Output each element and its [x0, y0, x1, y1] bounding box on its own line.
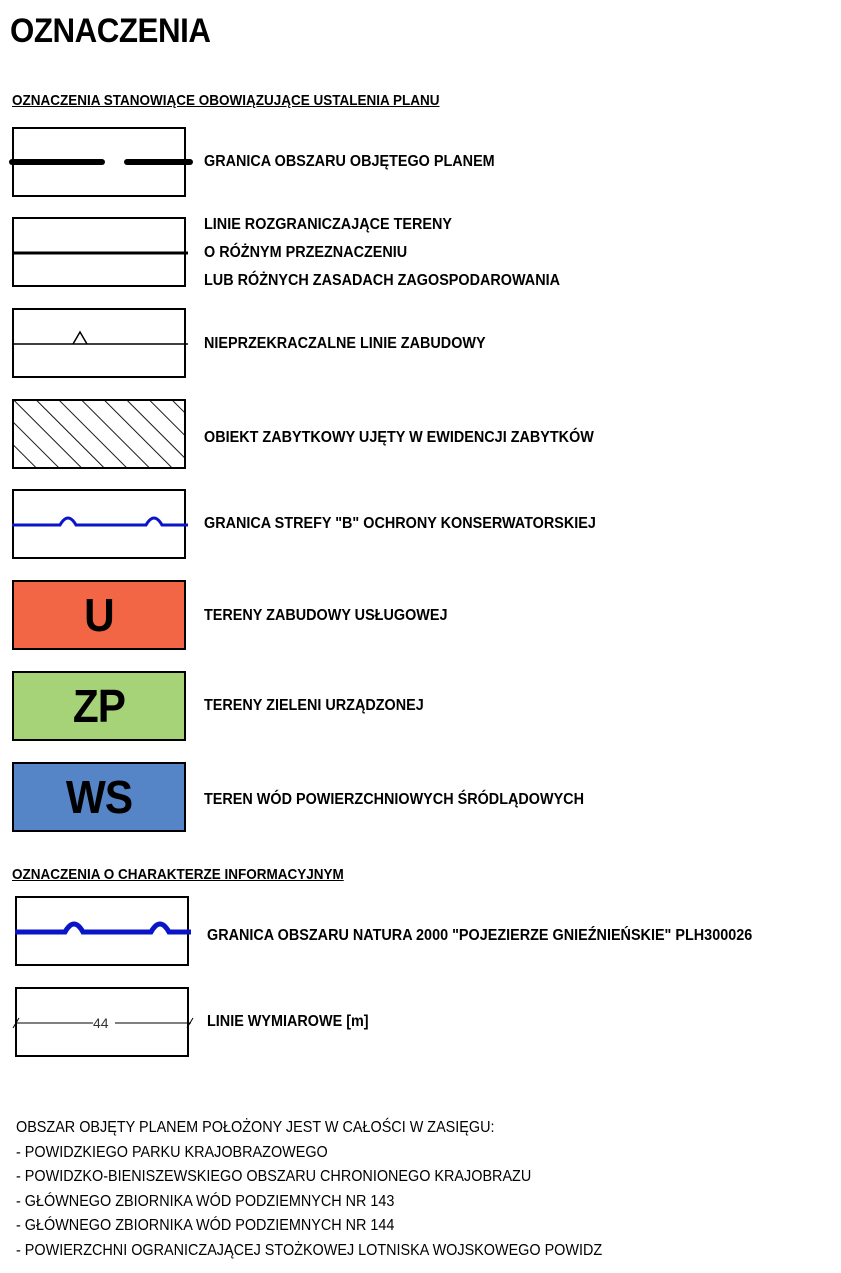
legend-label-heritage-object: OBIEKT ZABYTKOWY UJĘTY W EWIDENCJI ZABYTKÓW [204, 429, 594, 446]
building-line-triangle-icon [12, 308, 186, 378]
dimension-value: 44 [93, 1015, 109, 1031]
info-line: - GŁÓWNEGO ZBIORNIKA WÓD PODZIEMNYCH NR 143 [16, 1192, 395, 1210]
zone-code-zp: ZP [72, 680, 126, 732]
legend-symbol-natura-2000 [15, 896, 189, 966]
legend-symbol-green-areas [12, 671, 186, 741]
page-title: OZNACZENIA [10, 12, 211, 50]
legend-label-conservation-zone-b: GRANICA STREFY "B" OCHRONY KONSERWATORSKIEJ [204, 515, 596, 532]
legend-symbol-demarcation-lines [12, 217, 186, 287]
legend-label-dimension-lines: LINIE WYMIAROWE [m] [207, 1013, 369, 1030]
info-line: OBSZAR OBJĘTY PLANEM POŁOŻONY JEST W CAŁOŚCI W ZASIĘGU: [16, 1119, 495, 1136]
legend-label-building-lines: NIEPRZEKRACZALNE LINIE ZABUDOWY [204, 335, 486, 352]
solid-line-icon [12, 217, 186, 287]
legend-label-surface-waters: TEREN WÓD POWIERZCHNIOWYCH ŚRÓDLĄDOWYCH [204, 791, 584, 808]
conservation-boundary-line-icon [12, 489, 186, 559]
natura-boundary-line-icon [15, 896, 189, 966]
legend-label-demarcation-lines: LINIE ROZGRANICZAJĄCE TERENY O RÓŻNYM PRZEZNACZENIU LUB RÓŻNYCH ZASADACH ZAGOSPODAROWANIA [204, 216, 560, 289]
legend-symbol-dimension-lines [15, 987, 189, 1057]
legend-label-green-areas: TERENY ZIELENI URZĄDZONEJ [204, 697, 424, 714]
legend-label-plan-boundary: GRANICA OBSZARU OBJĘTEGO PLANEM [204, 153, 495, 170]
info-line: - POWIDZKO-BIENISZEWSKIEGO OBSZARU CHRONIONEGO KRAJOBRAZU [16, 1168, 532, 1185]
legend-symbol-building-lines [12, 308, 186, 378]
dashed-boundary-line-icon [12, 127, 186, 197]
section-heading-info: OZNACZENIA O CHARAKTERZE INFORMACYJNYM [12, 866, 344, 883]
info-line: - POWIERZCHNI OGRANICZAJĄCEJ STOŻKOWEJ LOTNISKA WOJSKOWEGO POWIDZ [16, 1241, 603, 1259]
legend-symbol-plan-boundary [12, 127, 186, 197]
legend-symbol-service-buildings [12, 580, 186, 650]
info-line: - GŁÓWNEGO ZBIORNIKA WÓD PODZIEMNYCH NR 144 [16, 1217, 395, 1234]
hatch-pattern-icon [12, 399, 186, 469]
section-heading-binding: OZNACZENIA STANOWIĄCE OBOWIĄZUJĄCE USTALENIA PLANU [12, 92, 440, 109]
info-block [16, 1116, 602, 1263]
legend-symbol-surface-waters [12, 762, 186, 832]
legend-label-natura-2000: GRANICA OBSZARU NATURA 2000 "POJEZIERZE GNIEŹNIEŃSKIE" PLH300026 [207, 927, 753, 944]
legend-label-service-buildings: TERENY ZABUDOWY USŁUGOWEJ [204, 607, 448, 624]
legend-symbol-heritage-object [12, 399, 186, 469]
legend-symbol-conservation-zone-b [12, 489, 186, 559]
info-line: - POWIDZKIEGO PARKU KRAJOBRAZOWEGO [16, 1143, 328, 1161]
zone-code-u: U [84, 589, 114, 641]
zone-code-ws: WS [65, 771, 133, 823]
